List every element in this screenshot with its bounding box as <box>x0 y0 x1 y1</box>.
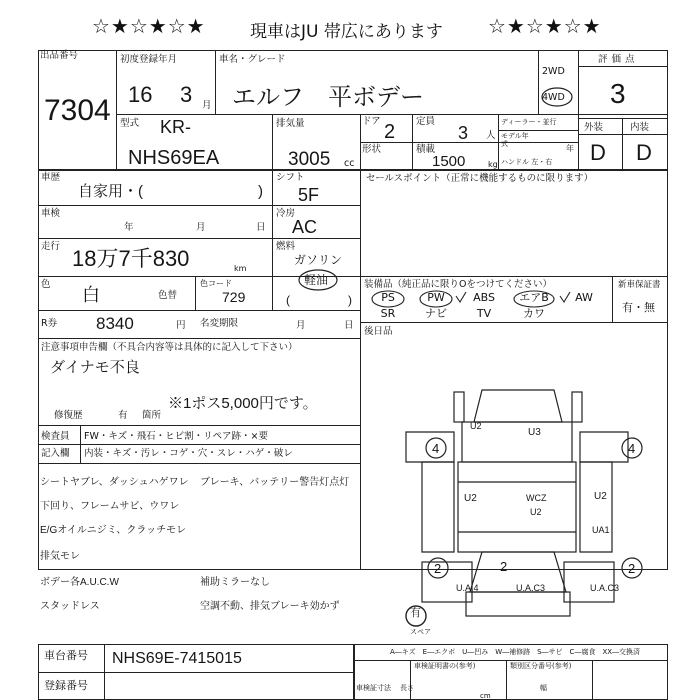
entry-label: 記入欄 <box>41 448 70 459</box>
history-close: ) <box>258 183 263 200</box>
car-name-label: 車名・グレード <box>219 54 286 65</box>
score-value: 3 <box>610 78 626 109</box>
model-prefix: KR- <box>160 117 191 137</box>
note-studless: スタッドレス <box>40 601 100 612</box>
vehicle-diagram <box>362 372 666 640</box>
load-unit: kg <box>488 160 498 169</box>
car-name-value: エルフ 平ボデー <box>232 84 424 111</box>
fuel-label: 燃料 <box>276 241 296 252</box>
chassis-label: 車台番号 <box>44 649 88 662</box>
note-engine-oil: E/Gオイルニジミ、クラッチモレ <box>40 525 187 536</box>
mark-right-door: UA1 <box>592 525 610 535</box>
equipment-circles <box>364 288 614 310</box>
registration-label: 初度登録年月 <box>120 54 178 65</box>
warranty-label: 新車保証書 <box>618 280 661 290</box>
mark-left-panel: U2 <box>464 493 477 504</box>
after-install-label: 後日品 <box>364 326 393 337</box>
dims-label: 車検証寸法 <box>356 684 391 692</box>
note-body: ボデー各A.U.C.W <box>40 577 119 588</box>
equipment-navi: ナビ <box>425 307 447 320</box>
dims-width: 幅 <box>540 684 547 692</box>
capacity-value: 3 <box>458 123 469 143</box>
displacement-unit: cc <box>344 158 355 169</box>
mark-rear-right: U.A.C3 <box>590 583 620 593</box>
interior-score: D <box>636 140 652 165</box>
doors-value: 2 <box>384 121 396 143</box>
spare-label: 有 <box>410 607 421 619</box>
load-value: 1500 <box>432 153 466 170</box>
model-year-unit: 年 <box>566 144 574 153</box>
capacity-label: 定員 <box>416 116 436 127</box>
exterior-score: D <box>590 140 606 165</box>
mark-wheel-mid: 2 <box>500 559 508 574</box>
inspection-label: 車検 <box>41 208 61 219</box>
mark-rear-left: U.A.4 <box>456 583 479 593</box>
fuel-value-diesel: 軽油 <box>304 273 329 287</box>
note-seat: シートヤブレ、ダッシュハゲワレ <box>40 477 189 488</box>
mark-bed-lower: U2 <box>530 507 542 517</box>
repair-place: 箇所 <box>142 410 162 421</box>
dims-cm: cm <box>480 692 491 700</box>
model-year-label: モデル年式 <box>501 132 529 148</box>
registration-year: 16 <box>128 82 153 107</box>
history-value: 自家用・( <box>78 183 143 200</box>
lot-number: 7304 <box>44 94 111 127</box>
inspection-year-unit: 年 <box>124 222 134 233</box>
mileage-value: 18万7千830 <box>72 246 190 271</box>
name-change-label: 名変期限 <box>200 318 239 329</box>
mileage-unit: km <box>234 264 247 273</box>
recycle-label: R券 <box>41 318 58 329</box>
sales-point-label: セールスポイント（正常に機能するものに限ります） <box>366 173 594 184</box>
color-paint-label: 色替 <box>158 290 178 301</box>
shift-value: 5F <box>298 185 320 205</box>
note-underbody: 下回り、フレームサビ、ウワレ <box>40 501 180 512</box>
history-label: 車歴 <box>41 172 61 183</box>
name-change-month: 月 <box>296 320 306 331</box>
mark-right-panel: U2 <box>594 491 607 502</box>
mark-rear-center: U.A.C3 <box>516 583 546 593</box>
note-mirror: 補助ミラーなし <box>200 577 270 588</box>
shift-label: シフト <box>276 172 305 183</box>
model-label: 型式 <box>120 118 140 129</box>
note-exhaust: 排気モレ <box>40 551 80 562</box>
dims-length: 長さ <box>400 684 414 692</box>
equipment-sr: SR <box>380 307 396 320</box>
recycle-unit: 円 <box>176 320 186 331</box>
spare-note: スペア <box>410 628 431 636</box>
fuel-paren-open: ( <box>286 293 290 307</box>
interior-label: 内装 <box>630 122 650 133</box>
capacity-unit: 人 <box>486 130 496 141</box>
shape-label: 形状 <box>362 144 382 155</box>
equipment-row-2 <box>364 308 610 323</box>
mark-wheel-rl: 2 <box>434 561 442 576</box>
fuel-value-gasoline: ガソリン <box>294 253 343 267</box>
drive-4wd-circle <box>538 86 576 108</box>
repair-note: ※1ポス5,000円です。 <box>168 395 318 412</box>
dealer-label: ディーラー・並行 <box>501 118 557 126</box>
registration-month-unit: 月 <box>202 100 212 111</box>
equipment-leather: カワ <box>523 307 545 320</box>
cert-label-2: 類別区分番号(参考) <box>510 662 572 670</box>
fuel-diesel-circle <box>296 268 340 292</box>
notes-label: 注意事項申告欄（不具合内容等は具体的に記入して下さい） <box>41 342 298 353</box>
chassis-value: NHS69E-7415015 <box>112 650 242 667</box>
mark-roof: U2 <box>470 421 482 431</box>
header-title: 現車はJU 帯広にあります <box>250 22 443 42</box>
header-left-stars: ☆★☆★☆★ <box>92 14 206 38</box>
mark-wheel-fr: 4 <box>628 441 636 456</box>
drive-4wd: 4WD <box>542 92 565 103</box>
displacement-value: 3005 <box>288 149 331 170</box>
equipment-aw: AW <box>575 291 593 304</box>
model-code: NHS69EA <box>128 147 220 169</box>
ac-label: 冷房 <box>276 208 296 219</box>
inspector-label: 検査員 <box>41 431 70 442</box>
note-aircon: 空調不動、排気ブレーキ効かず <box>200 601 340 612</box>
fuel-paren-close: ) <box>348 293 352 307</box>
inspection-day-unit: 日 <box>256 222 266 233</box>
registration-month: 3 <box>180 82 193 107</box>
color-code-label: 色コード <box>200 279 232 288</box>
score-label: 評価点 <box>598 54 639 65</box>
ac-value: AC <box>292 217 318 237</box>
equipment-label: 装備品（純正品に限りOをつけてください） <box>364 279 552 290</box>
mileage-label: 走行 <box>41 241 61 252</box>
equipment-tv: TV <box>476 307 492 320</box>
doors-label: ドア <box>362 116 381 127</box>
reg-number-label: 登録番号 <box>44 679 88 692</box>
warranty-value: 有・無 <box>622 301 655 314</box>
handle-label: ハンドル 左・右 <box>501 158 553 166</box>
color-label: 色 <box>41 279 51 290</box>
exterior-label: 外装 <box>584 122 604 133</box>
header-right-stars: ☆★☆★☆★ <box>488 14 602 38</box>
note-brake: ブレーキ、バッテリー警告灯点灯 <box>200 477 350 488</box>
mark-wheel-rr: 2 <box>628 561 636 576</box>
load-label: 積載 <box>416 144 436 155</box>
mark-cab: U3 <box>528 427 541 438</box>
mark-bed-center: WCZ <box>526 493 547 503</box>
repair-label: 修復歴 <box>54 410 83 421</box>
repair-yes: 有 <box>118 410 128 421</box>
color-value: 白 <box>82 285 100 305</box>
equipment-ps: PS <box>381 291 395 304</box>
equipment-pw: PW <box>427 291 445 304</box>
entry-items: 内装・キズ・汚レ・コゲ・穴・スレ・ハゲ・破レ <box>84 448 293 459</box>
color-code: 729 <box>222 289 246 305</box>
legend-text: A―キズ E―エクボ U―凹み W―補修跡 S―サビ C―腐食 XX―交換済 <box>390 648 641 656</box>
inspector-items: FW・キズ・飛石・ヒビ割・リペア跡・×要 <box>84 431 268 442</box>
displacement-label: 排気量 <box>276 118 305 129</box>
lot-label: 出品番号 <box>40 50 79 61</box>
inspection-month-unit: 月 <box>196 222 206 233</box>
mark-wheel-fl: 4 <box>432 441 440 456</box>
recycle-value: 8340 <box>96 314 134 333</box>
drive-2wd: 2WD <box>542 66 565 77</box>
notes-value: ダイナモ不良 <box>50 359 140 376</box>
cert-label: 車検証明書の(参考) <box>414 662 476 670</box>
equipment-airbag: エアB <box>519 291 549 304</box>
equipment-abs: ABS <box>473 291 495 304</box>
name-change-day: 日 <box>344 320 354 331</box>
